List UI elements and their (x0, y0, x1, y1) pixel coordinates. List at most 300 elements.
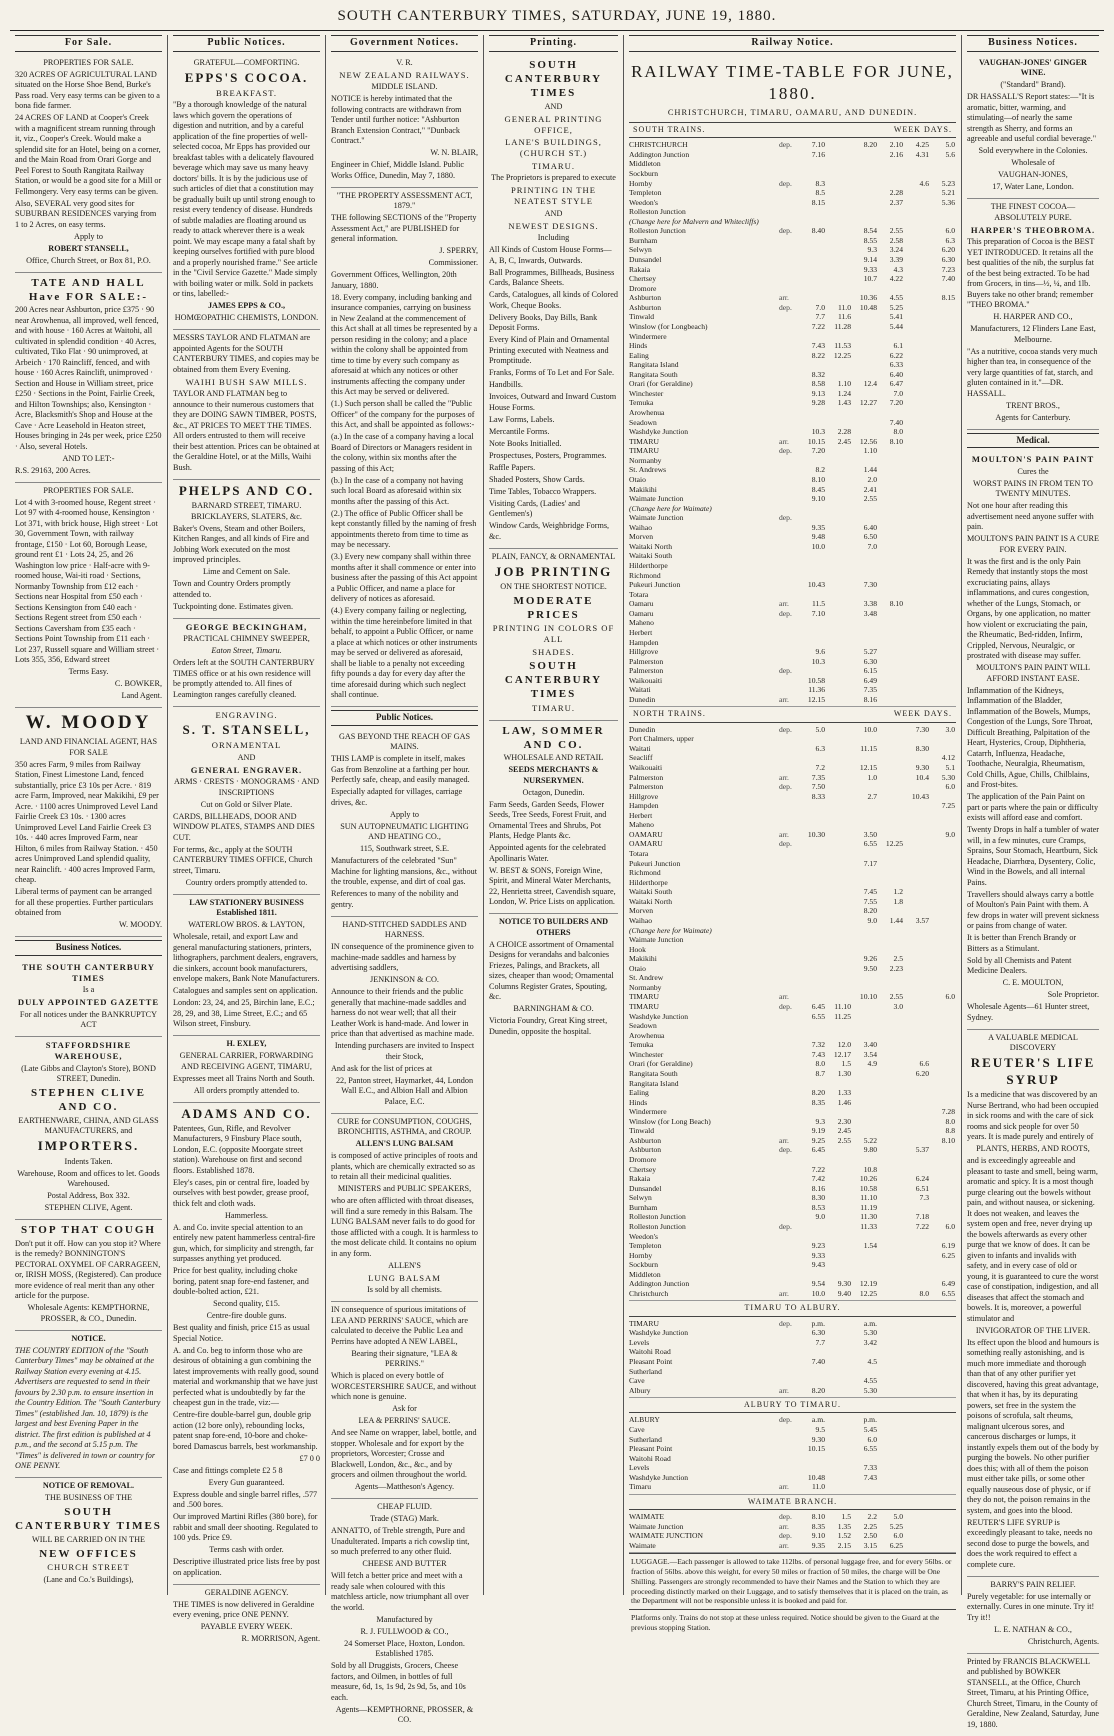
departure-time (851, 188, 877, 198)
departure-time (825, 618, 851, 628)
departure-time (799, 236, 825, 246)
station-name: Rangitata South (629, 1068, 678, 1078)
departure-time (903, 830, 929, 840)
departure-time (903, 1126, 929, 1136)
departure-time (903, 1251, 929, 1261)
departure-time: 10.3 (811, 656, 825, 666)
departure-time (825, 734, 851, 744)
departure-time: 7.43 (811, 1049, 825, 1059)
arr-dep-marker (779, 1357, 799, 1367)
departure-time (877, 1050, 903, 1060)
departure-time: 2.28 (837, 427, 851, 437)
timetable-row (629, 1415, 956, 1425)
departure-time (851, 427, 877, 437)
departure-time: 1.54 (863, 1241, 877, 1251)
station-name: Orari (for Geraldine) (629, 379, 693, 389)
departure-time (851, 734, 877, 744)
departure-time (929, 849, 955, 859)
departure-time (825, 408, 851, 418)
departure-time (825, 753, 851, 763)
ad-title: THE SOUTH CANTERBURY TIMES (22, 961, 155, 983)
departure-time: 11.53 (834, 341, 851, 351)
departure-time (825, 744, 851, 754)
timetable-row (629, 561, 956, 571)
ad-address: Office, Church Street, or Box 81, P.O. (26, 255, 151, 265)
departure-time (799, 1347, 825, 1357)
ad-line: LANE'S BUILDINGS, (CHURCH ST.) (505, 137, 602, 159)
departure-time (825, 695, 851, 705)
station-name: Dunsandel (629, 255, 662, 265)
departure-time (825, 657, 851, 667)
station-name: Waitaki North (629, 896, 673, 906)
timetable-row (629, 638, 956, 648)
ad-line: Agents—Mattheson's Agency. (354, 1482, 455, 1492)
arr-dep-marker (779, 973, 799, 983)
departure-time (825, 1031, 851, 1041)
station-name: Oamaru (629, 608, 654, 618)
station-name: Hook (629, 944, 646, 954)
station-name: Makikihi (629, 484, 657, 494)
departure-time (799, 332, 825, 342)
timetable-row (629, 274, 956, 284)
station-name: OAMARU (629, 829, 663, 839)
ad-line: Our improved Martini Rifles (380 bore), for rabbit and small deer shooting. Regulated to 100 yds. Price £9. (173, 1512, 318, 1543)
arr-dep-marker: arr. (779, 436, 789, 446)
ad-line: WATERLOW BROS. & LAYTON, (188, 920, 305, 930)
ad-line: Visiting Cards, (Ladies' and Gentlemen's) (489, 498, 581, 519)
station-name: Winchester (629, 1049, 664, 1059)
gazette-ad (15, 959, 162, 1038)
departure-time (877, 782, 903, 792)
section-heading: Medical. (967, 433, 1099, 449)
ad-body: Patentees, Gun, Rifle, and Revolver Manufacturers, 9 Finsbury Place south, London, E.C. (opposite Moorgate street station). Warehouse on first and second floors. Established 1878. (173, 1123, 304, 1175)
station-name: Maheno (629, 820, 654, 830)
departure-time (851, 1021, 877, 1031)
departure-time (877, 1270, 903, 1280)
departure-time (929, 935, 955, 945)
ad-line: AND (544, 208, 563, 218)
departure-time: 5.6 (945, 149, 955, 159)
arr-dep-marker (779, 1260, 799, 1270)
departure-time: 8.30 (811, 1193, 825, 1203)
departure-time: 6.25 (889, 1540, 903, 1550)
pain-paint-ad (967, 451, 1099, 1030)
ad-title: BARRY'S PAIN RELIEF. (990, 1579, 1076, 1589)
departure-time: 11.19 (860, 1202, 877, 1212)
timetable-row (629, 878, 956, 888)
departure-time (825, 685, 851, 695)
departure-time (929, 169, 955, 179)
departure-time: 7.20 (889, 398, 903, 408)
timetable-row (629, 360, 956, 370)
departure-time: 1.10 (863, 446, 877, 456)
departure-time (825, 360, 851, 370)
departure-time (799, 801, 825, 811)
station-name: Sockburn (629, 168, 659, 178)
departure-time: 9.30 (915, 762, 929, 772)
departure-time: 6.50 (863, 532, 877, 542)
station-name: Waimate (629, 1540, 656, 1550)
departure-time (851, 1098, 877, 1108)
departure-time (903, 571, 929, 581)
departure-time: 6.49 (941, 1279, 955, 1289)
ad-body: Appointed agents for the celebrated Apollinaris Water. (489, 843, 606, 863)
departure-time (825, 897, 851, 907)
departure-time (825, 599, 851, 609)
adams-ad (173, 1103, 320, 1585)
departure-time: 8.16 (811, 1183, 825, 1193)
station-name: Palmerston (629, 782, 664, 792)
departure-time: 6.25 (941, 1250, 955, 1260)
job-printing-ad (489, 549, 618, 721)
station-name: Hampden (629, 801, 659, 811)
departure-time (903, 312, 929, 322)
station-name: Ealing (629, 1088, 649, 1098)
departure-time (825, 284, 851, 294)
ad-title: EPPS'S COCOA. (184, 69, 309, 85)
departure-time (825, 1222, 851, 1232)
departure-time (851, 1107, 877, 1117)
lung-balsam-ad (331, 1114, 478, 1303)
timetable-row (629, 1473, 956, 1483)
departure-time: 6.33 (889, 360, 903, 370)
station-name: Temuka (629, 398, 654, 408)
departure-time (799, 1454, 825, 1464)
departure-time: 2.55 (889, 992, 903, 1002)
departure-time (903, 274, 929, 284)
departure-time: 6.20 (915, 1068, 929, 1078)
departure-time (877, 666, 903, 676)
departure-time: 6.30 (941, 255, 955, 265)
departure-time (929, 618, 955, 628)
departure-time (877, 551, 903, 561)
departure-time: 2.2 (867, 1512, 877, 1522)
departure-time (825, 140, 851, 150)
departure-time: 2.25 (863, 1521, 877, 1531)
departure-time (877, 801, 903, 811)
departure-time (825, 494, 851, 504)
departure-time (877, 1232, 903, 1242)
departure-time (799, 820, 825, 830)
departure-time (903, 1002, 929, 1012)
ad-line: SOUTH CANTERBURY TIMES (504, 660, 603, 701)
ad-line: CARDS, BILLHEADS, DOOR AND WINDOW PLATES, STAMPS AND DIES CUT. (173, 811, 315, 842)
station-name: Cave (629, 1376, 645, 1386)
station-name: Selwyn (629, 245, 652, 255)
station-name: St. Andrew (629, 973, 664, 983)
arr-dep-marker: dep. (779, 666, 792, 676)
departure-time (877, 332, 903, 342)
departure-time (825, 782, 851, 792)
arr-dep-marker (779, 1444, 799, 1454)
station-name: OAMARU (629, 839, 663, 849)
arr-dep-marker (779, 859, 799, 869)
departure-time: 1.5 (841, 1059, 851, 1069)
departure-time: 8.30 (915, 743, 929, 753)
departure-time (903, 532, 929, 542)
station-name: Chertsey (629, 274, 656, 284)
departure-time: 6.15 (863, 666, 877, 676)
departure-time: 7.0 (867, 541, 877, 551)
column-heading: Government Notices. (331, 35, 478, 52)
ad-line: Tuckpointing done. Estimates given. (173, 601, 294, 611)
arr-dep-marker: dep. (779, 140, 792, 150)
timetable-row (629, 1126, 956, 1136)
clive-ad (15, 1037, 162, 1220)
arr-dep-marker (779, 236, 799, 246)
station-name: Cave (629, 1424, 645, 1434)
station-name: Waihao (629, 915, 653, 925)
ad-line: Note Books Initialled. (489, 438, 562, 448)
station-name: Winchester (629, 388, 664, 398)
departure-time (929, 897, 955, 907)
arr-dep-marker (779, 312, 799, 322)
ad-body: THIS LAMP is complete in itself, makes Gas from Benzoline at a farthing per hour. Perfectly safe, cheap, and easily managed. (331, 754, 470, 785)
station-name: Arowhenua (629, 408, 665, 418)
departure-time (903, 418, 929, 428)
station-name: Hilderthorpe (629, 877, 668, 887)
arr-dep-marker (779, 465, 799, 475)
departure-time (903, 255, 929, 265)
departure-time (903, 1107, 929, 1117)
departure-time (799, 1155, 825, 1165)
departure-time (877, 935, 903, 945)
ad-line: PRACTICAL CHIMNEY SWEEPER, (183, 634, 310, 644)
ad-body: "As a nutritive, cocoa stands very much higher than tea, in consequence of the very large quantities of fat, starch, and gluten contained in it."—DR. HASSALL. (967, 346, 1098, 398)
station-name: Sutherland (629, 1434, 662, 1444)
ad-body: (4.) Every company failing or neglecting, within the time hereinbefore limited in that behalf, to appoint a Public Officer, or name a place at which notices or other instruments may be served or delivered as aforesaid, shall be liable to a penalty not exceeding fifty pounds a day for every day after the time aforesaid during which such neglect shall continue. (331, 606, 478, 700)
departure-time: 7.16 (811, 149, 825, 159)
ad-body: (b.) In the case of a company not having such local Board as aforesaid within six months after the passing of this Act. (331, 475, 464, 506)
royal-cipher: V. R. (396, 57, 413, 67)
ad-title: SOUTH CANTERBURY TIMES (504, 58, 603, 99)
epps-cocoa-ad (173, 55, 320, 331)
departure-time: 7.32 (811, 1040, 825, 1050)
departure-time: 7.35 (863, 685, 877, 695)
station-name: Otaio (629, 963, 646, 973)
departure-time: 3.15 (863, 1540, 877, 1550)
departure-time (825, 169, 851, 179)
departure-time: 9.3 (867, 245, 877, 255)
departure-time (877, 1079, 903, 1089)
departure-time: 10.3 (811, 427, 825, 437)
departure-time: 4.6 (919, 178, 929, 188)
ad-body: Don't put it off. How can you stop it? Where is the remedy? BONNINGTON'S PECTORAL OXYMEL OF CARRAGEEN, or, IRISH MOSS, (Registered). Can produce more evidence of real merit than any other article for the purpose. (15, 1238, 162, 1301)
ad-title: MOULTON'S PAIN PAINT (971, 454, 1095, 465)
ad-body: Twenty Drops in half a tumbler of water will, in a few minutes, cure Cramps, Sprains, Sour Stomach, Heartburn, Sick Headache, Diarrhœa, Dysentery, Colic, Wind in the Bowels, and all internal Pains. (967, 825, 1099, 887)
arr-dep-marker: dep. (779, 1002, 792, 1012)
arr-dep-marker (779, 561, 799, 571)
departure-time (877, 1165, 903, 1175)
departure-time (877, 1107, 903, 1117)
departure-time (903, 303, 929, 313)
departure-time (799, 734, 825, 744)
ad-title: STOP THAT COUGH (21, 1224, 156, 1237)
timetable-row (629, 792, 956, 802)
arr-dep-marker (779, 1463, 799, 1473)
departure-time (929, 954, 955, 964)
departure-time: 9.25 (811, 1135, 825, 1145)
departure-time (929, 906, 955, 916)
departure-time (877, 1126, 903, 1136)
departure-time (825, 935, 851, 945)
arr-dep-marker: arr. (779, 1482, 789, 1492)
departure-time: 10.43 (807, 580, 825, 590)
departure-time: 1.0 (867, 772, 877, 782)
departure-time (825, 1174, 851, 1184)
departure-time: 10.4 (915, 772, 929, 782)
departure-time: 7.30 (863, 580, 877, 590)
timetable-row (629, 1232, 956, 1242)
ad-line: Manufactured by (376, 1614, 433, 1624)
timetable-row (629, 849, 956, 859)
departure-time (929, 580, 955, 590)
departure-time (929, 465, 955, 475)
station-name: Dromore (629, 283, 657, 293)
departure-time (877, 926, 903, 936)
departure-time (851, 332, 877, 342)
departure-time: 6.0 (945, 226, 955, 236)
ad-line: WORST PAINS IN FROM TEN TO TWENTY MINUTES. (973, 478, 1093, 499)
departure-time (903, 456, 929, 466)
arr-dep-marker (779, 744, 799, 754)
departure-time (851, 638, 877, 648)
timaru-albury-label: TIMARU TO ALBURY. (744, 1303, 841, 1313)
arr-dep-marker (779, 878, 799, 888)
column-heading: For Sale. (15, 35, 162, 52)
departure-time (903, 753, 929, 763)
departure-time (903, 647, 929, 657)
ad-line: PLANTS, HERBS, AND ROOTS, (976, 1144, 1090, 1154)
departure-time (903, 734, 929, 744)
timetable-row (629, 379, 956, 389)
departure-time (825, 945, 851, 955)
timetable-row (629, 1270, 956, 1280)
departure-time: 8.10 (889, 436, 903, 446)
departure-time (825, 1251, 851, 1261)
departure-time: 3.57 (915, 915, 929, 925)
departure-time (851, 207, 877, 217)
arr-dep-marker (779, 590, 799, 600)
departure-time (903, 839, 929, 849)
north-trains-table (629, 723, 956, 1302)
ad-line: Time Tables, Tobacco Wrappers. (489, 486, 597, 496)
ad-body: MESSRS TAYLOR AND FLATMAN are appointed Agents for the SOUTH CANTERBURY TIMES, and copies may be obtained from them Every Evening. (173, 333, 319, 374)
timetable-row (629, 763, 956, 773)
ad-line: Eaton Street, Timaru. (211, 646, 282, 656)
departure-time (929, 1079, 955, 1089)
station-name: Weedon's (629, 197, 659, 207)
departure-time (799, 418, 825, 428)
station-name: Orari (for Geraldine) (629, 1059, 693, 1069)
departure-time: 1.5 (841, 1512, 851, 1522)
timetable-row (629, 1098, 956, 1108)
timetable-row (629, 1444, 956, 1454)
departure-time (929, 341, 955, 351)
station-name: Makikihi (629, 954, 657, 964)
departure-time (851, 198, 877, 208)
ad-item: Also, SEVERAL very good sites for SUBURBAN RESIDENCES varying from 1 to 2 Acres, on easy terms. (15, 198, 157, 229)
departure-time: a.m. (863, 1318, 877, 1328)
departure-time (825, 1473, 851, 1483)
timetable-row (629, 1512, 956, 1522)
departure-time: 8.20 (811, 1088, 825, 1098)
departure-time (929, 284, 955, 294)
station-name: Hinds (629, 1097, 648, 1107)
station-name: TIMARU (629, 446, 659, 456)
ad-body: Not one hour after reading this advertisement need anyone suffer with pain. (967, 501, 1094, 532)
departure-time: 9.33 (811, 1250, 825, 1260)
ad-line: Manufacturers, 12 Flinders Lane East, Melbourne. (970, 324, 1096, 344)
timetable-row (629, 532, 956, 542)
timetable-row (629, 935, 956, 945)
departure-time: 1.44 (889, 915, 903, 925)
departure-time (903, 523, 929, 533)
station-name: Pukeuri Junction (629, 858, 681, 868)
departure-time (799, 265, 825, 275)
departure-time: 5.21 (941, 188, 955, 198)
departure-time: 9.0 (945, 829, 955, 839)
arr-dep-marker: arr. (779, 1540, 789, 1550)
ad-body: Announce to their friends and the public generally that machine-made saddles and harness do not wear well; that all their Leather Work is hand-made. And lower in price than that advertised as machine made. (331, 987, 474, 1039)
timetable-row (629, 811, 956, 821)
departure-time (825, 332, 851, 342)
station-name: Waimate Junction (629, 1521, 684, 1531)
departure-time: p.m. (863, 1415, 877, 1425)
departure-time: 3.42 (863, 1337, 877, 1347)
ad-line: For all notices under the BANKRUPTCY ACT (19, 1009, 158, 1030)
ad-line: Agents—KEMPTHORNE, PROSSER, & CO. (335, 1704, 474, 1725)
arr-dep-marker (779, 150, 799, 160)
ad-title: H. EXLEY, (226, 1039, 267, 1049)
departure-time (799, 408, 825, 418)
station-name: Waitaki South (629, 887, 673, 897)
arr-dep-marker (779, 1251, 799, 1261)
station-name: Timaru (629, 1482, 652, 1492)
departure-time (799, 935, 825, 945)
departure-time: 2.23 (889, 963, 903, 973)
timetable-row (629, 1203, 956, 1213)
ad-body: "By a thorough knowledge of the natural laws which govern the operations of digestion and nutrition, and by a careful application of the fine properties of well-selected cocoa, Mr Epps has provided our breakfast tables with a delicately flavoured beverage which may save us many heavy doctors' bills. It is by the judicious use of such articles of diet that a constitution may be gradually built up until strong enough to resist every tendency of disease. Hundreds of subtle maladies are floating around us ready to attack wherever there is a weak point. We may escape many a fatal shaft by keeping ourselves fortified with pure blood and a properly nourished frame." See article in the "Civil Service Gazette." Made simply with boiling water or milk. Sold in packets or tins, labelled:- (173, 100, 318, 299)
departure-time (903, 599, 929, 609)
departure-time: 8.16 (863, 694, 877, 704)
station-name: Waitaki North (629, 541, 673, 551)
ad-line: TRENT BROS., (1006, 400, 1060, 410)
departure-time (825, 590, 851, 600)
arr-dep-marker (779, 734, 799, 744)
ad-line: Cut on Gold or Silver Plate. (200, 799, 293, 809)
departure-time: 5.41 (889, 312, 903, 322)
departure-time: 2.55 (889, 226, 903, 236)
ad-body: Purely vegetable: for use internally or externally. Cures in one minute. Try it! Try it!! (967, 1591, 1095, 1622)
tate-hall-ad (15, 273, 162, 483)
departure-time (877, 446, 903, 456)
arr-dep-marker (779, 792, 799, 802)
arr-dep-marker (779, 1241, 799, 1251)
departure-time (799, 159, 825, 169)
column-heading: Printing. (489, 35, 618, 52)
departure-time: 9.35 (811, 522, 825, 532)
section-heading: Public Notices. (331, 710, 478, 726)
timetable-row (629, 1357, 956, 1367)
departure-time: 9.48 (811, 532, 825, 542)
departure-time (929, 887, 955, 897)
departure-time (929, 685, 955, 695)
station-name: Rolleston Junction (629, 207, 686, 217)
departure-time (929, 983, 955, 993)
departure-time (825, 1338, 851, 1348)
arr-dep-marker: dep. (779, 724, 792, 734)
